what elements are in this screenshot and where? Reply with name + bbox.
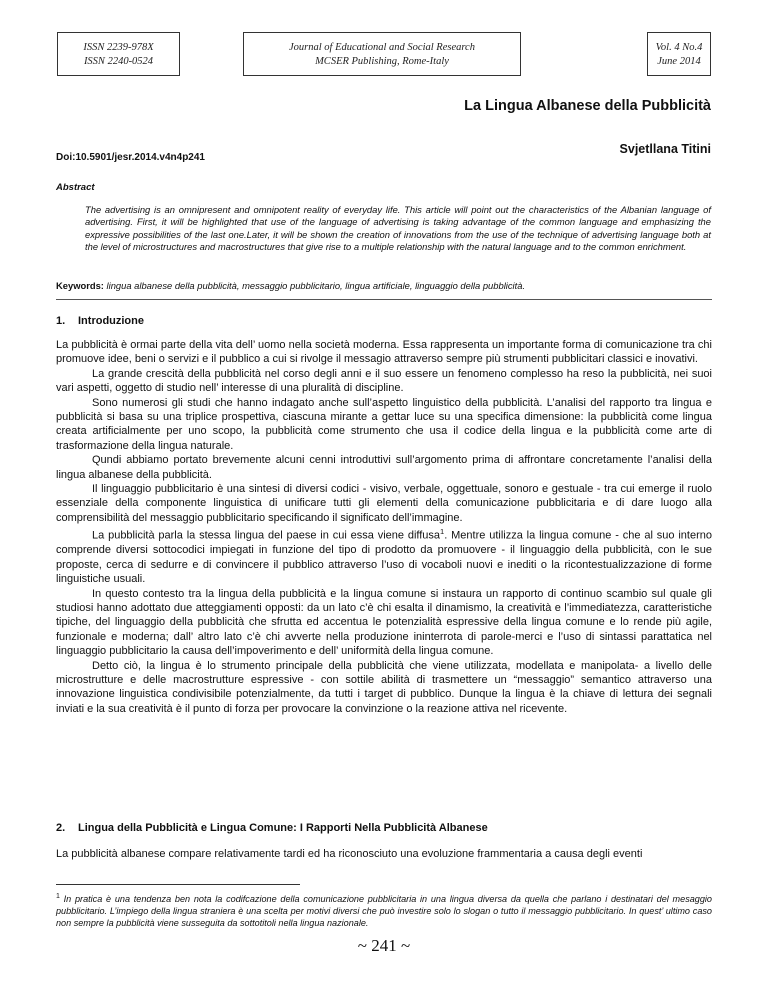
abstract-heading: Abstract xyxy=(56,182,95,193)
article-title: La Lingua Albanese della Pubblicità xyxy=(464,98,711,114)
footnote-ref[interactable]: 1 xyxy=(440,527,445,537)
paragraph: In questo contesto tra la lingua della pubblicità e la lingua comune si instaura un rapporto di continuo scambio sul quale gli studiosi hanno adottato due atteggiamenti opposti: da un lato c’è chi esalta il dinamismo, la creatività e l’immediatezza, caratteristiche tipiche, del linguaggio della pubblicità che sfrutta ed accentua le potenzialità espressive della lingua comune e lo rende più agile, funzionale e moderna; dall’ altro lato c’è chi avverte nella produzione ininterrota di parole-merci e l’uso di sintassi parattatica nel linguaggio pubblicitario la causa dell’impoverimento e dell’ uniformità della lingua comune. xyxy=(56,587,712,658)
keywords-label: Keywords: xyxy=(56,280,104,291)
paragraph: La grande crescità della pubblicità nel corso degli anni e il suo essere un fenomeno complesso ha reso la pubblicità, nei suoi vari aspetti, oggetto di studio nell’ interesse di una pluralità di discipline. xyxy=(56,367,712,395)
paragraph: Il linguaggio pubblicitario è una sintesi di diversi codici - visivo, verbale, oggettuale, sonoro e gestuale - tra cui emerge il ruolo essenziale della componente linguistica di unificare tutti gli elementi della comunicazione pubblicitaria e di dare luogo alla comprensibilità del messaggio pubblicitario specificando il significato dell’immagine. xyxy=(56,483,712,524)
issn-online: ISSN 2240-0524 xyxy=(83,56,154,67)
keywords-list: lingua albanese della pubblicità, messaggio pubblicitario, lingua artificiale, linguaggio della pubblicità. xyxy=(106,280,526,291)
paragraph: Detto ciò, la lingua è lo strumento principale della pubblicità che viene utilizzata, modellata e manipolata- a livello delle microstrutture e delle macrostrutture espressive - con sottile abilità di trasmettere un “messaggio” semantico attraverso una innovazione linguistica condivisibile potenzialmente, da tutti i target di pubblico. Dunque la lingua è la chiave di lettura dei segnali inviati e la sua creatività è il punto di forza per provocare la convinzione o la reazione attiva nel ricevente. xyxy=(56,659,712,715)
issue-date: June 2014 xyxy=(657,56,701,67)
paragraph-text: . Mentre utilizza la lingua comune - che al xyxy=(444,529,653,542)
publisher: MCSER Publishing, Rome-Italy xyxy=(315,56,449,67)
paragraph: La pubblicità albanese compare relativamente tardi ed ha riconosciuto una evoluzione frammentaria a causa degli eventi xyxy=(56,848,643,860)
journal-box xyxy=(243,32,521,76)
volume: Vol. 4 No.4 xyxy=(655,42,703,53)
paragraph: La pubblicità è ormai parte della vita dell’ uomo nella società moderna. Essa rappresenta un importante forma di comunicazione tra chi promuove idee, beni o servizi e il pubblico a cui si rivolge il messagio attraverso sempre più strumenti pubblicitari classici e inovativi. xyxy=(56,339,712,366)
footnote-marker: 1 xyxy=(56,893,60,900)
issn-box xyxy=(57,32,180,76)
paragraph xyxy=(56,525,712,586)
running-header xyxy=(57,32,711,78)
volume-box xyxy=(647,32,711,76)
abstract-divider xyxy=(56,299,712,300)
abstract-text: The advertising is an omnipresent and omnipotent reality of everyday life. This article will point out the characteristics of the Albanian language of advertising. First, it will be highlighted that use of the language of advertising is taking advantage of the common language and emphasizing the expressive possibilities of the last one.Later, it will be shown the creation of innovations from the use of the technique of advertising language both at the level of microstructures and macrostructures that give rise to a multiple relationship with the natural language and to the common enrichment. xyxy=(85,204,711,253)
paragraph-text: suo interno comprende diversi sottocodici impiegati in funzione del tipo di prodotto da promuovere - il linguaggio della pubblicità, con le sue proposte, cerca di sedurre e di convincere il pubblico attraverso l’uso di vocaboli nuovi e inediti o la ricontestualizzazione di forme linguistiche usuali. xyxy=(56,529,712,586)
doi: Doi:10.5901/jesr.2014.v4n4p241 xyxy=(56,152,205,163)
section-number: 1. xyxy=(56,315,66,327)
section-heading-2 xyxy=(56,822,488,834)
section-2-body xyxy=(56,847,712,861)
section-title: Introduzione xyxy=(78,315,144,327)
paragraph: Sono numerosi gli studi che hanno indagato anche sull’aspetto linguistico della pubblicità. L’analisi del rapporto tra lingua e pubblicità si basa su una triplice prospettiva, ciascuna mirante a gettar luce su una specifica dimensione: la pubblicità come lingua creata artificialmente per uno scopo, la pubblicità come strumento che usa il codice della lingua e la pubblicità come arte di trasformazione della lingua naturale. xyxy=(56,396,712,452)
keywords xyxy=(56,280,712,291)
footnote-text: In pratica è una tendenza ben nota la codifcazione della comunicazione pubblicitaria in una lingua diversa da quella che parlano i destinatari del mesaggio pubblicitario. L’impiego della lingua straniera è una scelta per motivi diversi che può investire solo lo slogan o tutto il messaggio pubblicitario. In quest’ ultimo caso non sempre la pubblicità viene susseguita da sottotitoli nella lingua nazionale. xyxy=(56,894,712,929)
section-number: 2. xyxy=(56,822,66,834)
section-heading-1 xyxy=(56,315,144,327)
section-title: Lingua della Pubblicità e Lingua Comune: I Rapporti Nella Pubblicità Albanese xyxy=(78,822,488,834)
author-name: Svjetllana Titini xyxy=(619,142,711,156)
paragraph-text: La pubblicità parla la stessa lingua del paese in cui essa viene diffusa xyxy=(92,529,441,542)
journal-name: Journal of Educational and Social Research xyxy=(289,42,475,53)
issn-print: ISSN 2239-978X xyxy=(83,42,154,53)
section-1-body xyxy=(56,338,712,716)
paragraph: Qundi abbiamo portato brevemente alcuni cenni introduttivi sull’argomento prima di affrontare concretamente l’analisi della lingua albanese della pubblicità. xyxy=(56,454,712,481)
footnote-divider xyxy=(56,884,300,885)
page-number: ~ 241 ~ xyxy=(357,936,411,955)
footnote xyxy=(56,891,712,930)
